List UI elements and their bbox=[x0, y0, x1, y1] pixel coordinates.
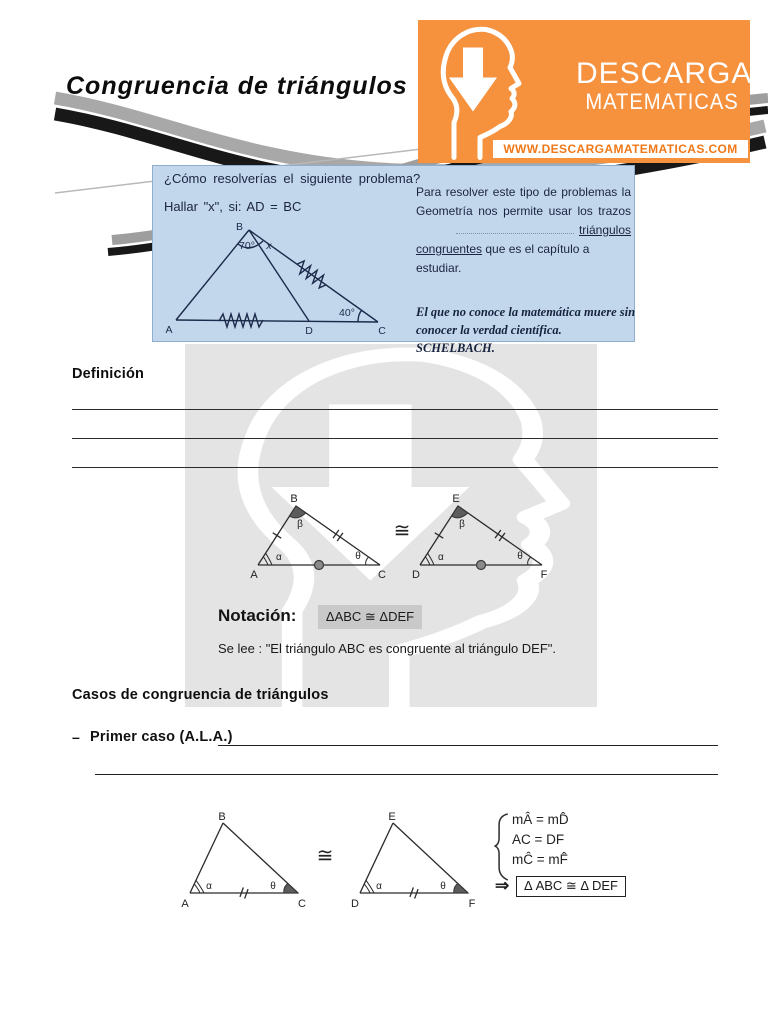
shaded-angle-f bbox=[454, 883, 468, 893]
equation-1: mÂ = mD̂ bbox=[512, 812, 569, 827]
page-title: Congruencia de triángulos bbox=[66, 72, 408, 100]
notation-label: Notación: bbox=[218, 606, 297, 625]
explanation-line-4 bbox=[416, 240, 631, 278]
congruent-symbol: ≅ bbox=[316, 845, 334, 867]
alpha-label: α bbox=[276, 552, 282, 563]
blank-line-2 bbox=[72, 438, 718, 439]
vertex-f: F bbox=[468, 898, 476, 910]
word-congruentes: congruentes bbox=[416, 242, 483, 256]
logo-website-url[interactable]: WWW.DESCARGAMATEMATICAS.COM bbox=[493, 140, 748, 158]
tick-de bbox=[435, 533, 443, 538]
angle-arc-c bbox=[358, 310, 362, 322]
explanation-tail: que es el capítulo a estudiar. bbox=[416, 242, 590, 275]
first-case-title: Primer caso (A.L.A.) bbox=[90, 729, 233, 745]
blank-fill bbox=[456, 233, 574, 234]
vertex-c: C bbox=[298, 898, 306, 910]
section-definicion: Definición bbox=[72, 366, 145, 382]
angle-label-70: 70° bbox=[239, 240, 255, 252]
equation-2: AC = DF bbox=[512, 832, 565, 847]
problem-explanation bbox=[416, 183, 636, 357]
vertex-label-b: B bbox=[235, 221, 243, 233]
alpha-label: α bbox=[206, 881, 212, 892]
logo-title-line2: MATEMATICAS bbox=[585, 89, 739, 114]
problem-triangle-figure bbox=[161, 221, 406, 337]
alpha-label-2: α bbox=[376, 881, 382, 892]
vertex-label-a: A bbox=[165, 324, 173, 336]
vertex-e: E bbox=[452, 493, 460, 505]
vertex-b: B bbox=[218, 812, 226, 823]
blank-line-3 bbox=[72, 467, 718, 468]
congruence-figure bbox=[250, 492, 550, 584]
logo-wordmark bbox=[576, 57, 753, 114]
theta-label: θ bbox=[355, 551, 361, 562]
vertex-a: A bbox=[250, 569, 258, 581]
theta-label-2: θ bbox=[517, 551, 523, 562]
problem-question: ¿Cómo resolverías el siguiente problema? bbox=[164, 171, 421, 186]
explanation-line-2: Geometría nos permite usar los trazos bbox=[416, 204, 631, 218]
angle-label-x: x bbox=[266, 240, 272, 252]
shaded-angle-c bbox=[284, 883, 298, 893]
vertex-b: B bbox=[290, 493, 298, 505]
explanation-line-3 bbox=[416, 221, 631, 240]
notation-reading: Se lee : "El triángulo ABC es congruente al triángulo DEF". bbox=[218, 641, 557, 656]
implies-arrow: ⇒ bbox=[495, 876, 510, 895]
theta-label-2: θ bbox=[440, 881, 446, 892]
blank-line-case-2 bbox=[95, 774, 718, 775]
midpoint-dot-df bbox=[477, 561, 486, 570]
theta-label: θ bbox=[270, 881, 276, 892]
blank-line-1 bbox=[72, 409, 718, 410]
vertex-label-c: C bbox=[378, 325, 386, 337]
quote: El que no conoce la matemática muere sin conocer la verdad científica. SCHELBACH. bbox=[416, 305, 636, 355]
vertex-a: A bbox=[181, 898, 189, 910]
congruent-symbol: ≅ bbox=[393, 520, 411, 542]
vertex-c: C bbox=[378, 569, 386, 581]
problem-box bbox=[152, 165, 636, 355]
blank-line-case-1 bbox=[218, 745, 718, 746]
equation-list bbox=[512, 810, 569, 870]
vertex-d: D bbox=[412, 569, 420, 581]
brace-icon bbox=[494, 813, 510, 881]
problem-task: Hallar "x", si: AD = BC bbox=[164, 199, 302, 214]
vertex-f: F bbox=[540, 569, 548, 581]
vertex-d: D bbox=[351, 898, 359, 910]
logo-title-line1: DESCARGA bbox=[576, 57, 753, 90]
vertex-e: E bbox=[388, 812, 396, 823]
shaded-angle-b bbox=[290, 506, 306, 518]
beta-label-2: β bbox=[459, 519, 465, 530]
notation-formula: ΔABC ≅ ΔDEF bbox=[318, 605, 422, 629]
tick-zigzag-bc bbox=[293, 259, 330, 291]
alpha-label-2: α bbox=[438, 552, 444, 563]
equation-3: mĈ = mF̂ bbox=[512, 852, 568, 867]
ala-figure bbox=[165, 812, 495, 912]
logo-banner bbox=[418, 20, 753, 163]
tick-ab bbox=[273, 533, 281, 538]
explanation-line-1: Para resolver este tipo de problemas la bbox=[416, 185, 631, 199]
midpoint-dot-ac bbox=[315, 561, 324, 570]
word-triangulos: triángulos bbox=[578, 223, 631, 237]
angle-label-40: 40° bbox=[339, 307, 355, 319]
tick-zigzag-ad bbox=[219, 314, 263, 327]
case-dash: – bbox=[72, 729, 80, 745]
conclusion-box: Δ ABC ≅ Δ DEF bbox=[516, 876, 626, 897]
shaded-angle-e bbox=[452, 506, 468, 518]
vertex-label-d: D bbox=[305, 325, 313, 337]
section-casos: Casos de congruencia de triángulos bbox=[72, 687, 329, 703]
beta-label: β bbox=[297, 519, 303, 530]
